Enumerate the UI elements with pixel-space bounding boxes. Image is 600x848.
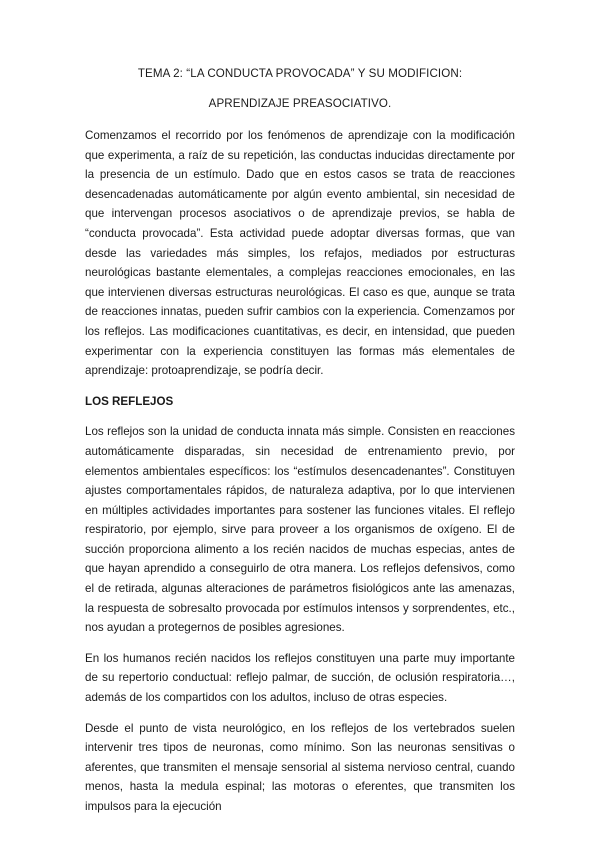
document-title-line-2: APRENDIZAJE PREASOCIATIVO. [208, 97, 392, 110]
document-body [85, 126, 515, 828]
paragraph-reflejos-definition: Los reflejos son la unidad de conducta innata más simple. Consisten en reacciones automáticamente disparadas, sin necesidad de entrenamiento previo, por elementos ambientales específicos: los “estímulos desencadenantes”. Constituyen ajustes comportamentales rápidos, de naturaleza adaptiva, por lo que intervienen en múltiples actividades importantes para sostener las funciones vitales. El reflejo respiratorio, por ejemplo, sirve para proveer a los organismos de oxígeno. El de succión proporciona alimento a los recién nacidos de muchas especias, antes de que hayan aprendido a conseguirlo de otra manera. Los reflejos defensivos, como el de retirada, algunas alteraciones de parámetros fisiológicos ante las amenazas, la respuesta de sobresalto provocada por estímulos intensos y sorprendentes, etc., nos ayudan a protegernos de posibles agresiones. [85, 425, 515, 635]
section-heading-reflejos: LOS REFLEJOS [85, 394, 174, 408]
document-title-line-1: TEMA 2: “LA CONDUCTA PROVOCADA” Y SU MODIFICION: [137, 67, 463, 80]
paragraph-intro: Comenzamos el recorrido por los fenómenos de aprendizaje con la modificación que experimenta, a raíz de su repetición, las conductas inducidas directamente por la presencia de un estímulo. Dado que en estos casos se trata de reacciones desencadenadas automáticamente por algún evento ambiental, sin necesidad de que intervengan procesos asociativos o de aprendizaje previos, se habla de “conducta provocada”. Esta actividad puede adoptar diversas formas, que van desde las variedades más simples, los refajos, mediados por estructuras neurológicas bastante elementales, a complejas reacciones emocionales, en las que intervienen diversas estructuras neurológicas. El caso es que, aunque se trata de reacciones innatas, pueden sufrir cambios con la experiencia. Comenzamos por los reflejos. Las modificaciones cuantitativas, es decir, en intensidad, que pueden experimentar con la experiencia constituyen las formas más elementales de aprendizaje: protoaprendizaje, se podría decir. [85, 129, 515, 378]
paragraph-neurologico: Desde el punto de vista neurológico, en los reflejos de los vertebrados suelen intervenir tres tipos de neuronas, como mínimo. Son las neuronas sensitivas o aferentes, que transmiten el mensaje sensorial al sistema nervioso central, cuando menos, hasta la medula espinal; las motoras o eferentes, que transmiten los impulsos para la ejecución [85, 721, 515, 813]
paragraph-reflejos-humanos: En los humanos recién nacidos los reflejos constituyen una parte muy importante de su repertorio conductual: reflejo palmar, de succión, de oclusión respiratoria…, además de los compartidos con los adultos, incluso de otras especies. [85, 651, 515, 705]
